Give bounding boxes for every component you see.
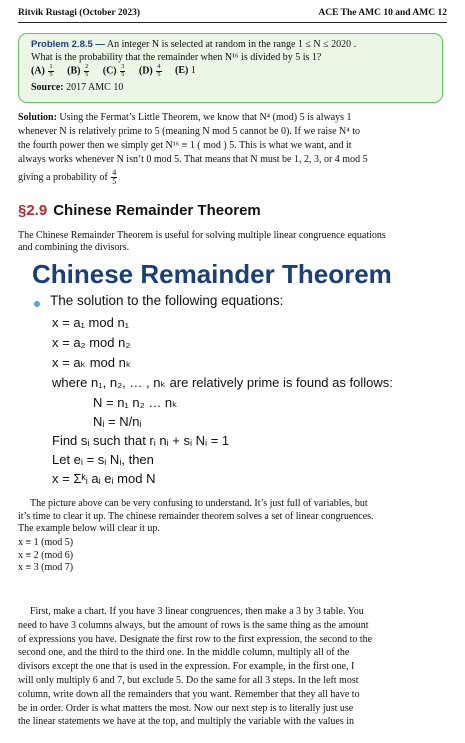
header-rule bbox=[18, 22, 447, 23]
slide-bullet-text: The solution to the following equations: bbox=[50, 293, 284, 308]
intro-paragraph bbox=[18, 229, 447, 255]
slide-n-definition: N = n₁ n₂ … nₖ bbox=[93, 395, 178, 410]
bullet-icon bbox=[34, 301, 40, 307]
problem-statement: An integer N is selected at random in the range 1 ≤ N ≤ 2020 . bbox=[106, 39, 357, 50]
problem-line-1 bbox=[31, 39, 356, 51]
body-line: The picture above can be very confusing to understand. It’s just full of variables, but bbox=[30, 498, 368, 509]
header-book-title: ACE The AMC 10 and AMC 12 bbox=[318, 8, 447, 18]
section-heading bbox=[18, 202, 261, 219]
problem-box bbox=[18, 33, 443, 103]
slide-where-line: where n₁, n₂, … , nₖ are relatively prime is found as follows: bbox=[52, 375, 393, 390]
solution-line: the fourth power then we simply get N¹⁶ ≡ 1 ( mod ) 5. This is what we want, and it bbox=[18, 140, 352, 151]
explanation-paragraph bbox=[18, 498, 447, 536]
solution-line: giving a probability of bbox=[18, 171, 108, 183]
solution-line: Using the Fermat’s Little Theorem, we know that N⁴ (mod) 5 is always 1 bbox=[59, 112, 352, 123]
solution-line: whenever N is relatively prime to 5 (meaning N mod 5 cannot be 0). If we raise N⁴ to bbox=[18, 126, 360, 137]
body-line: need to have 3 columns always, but the amount of rows is the same thing as the amount bbox=[18, 619, 369, 631]
answer-choices bbox=[31, 64, 206, 78]
intro-line: and combining the divisors. bbox=[18, 242, 130, 253]
section-title: Chinese Remainder Theorem bbox=[53, 202, 261, 219]
source-value: 2017 AMC 10 bbox=[66, 82, 124, 93]
solution-label: Solution: bbox=[18, 112, 57, 123]
body-line: column, write down all the remainders that you want. Remember that they all have to bbox=[18, 688, 360, 700]
choice-c: (C) $\frac{3}{5}$ bbox=[102, 63, 125, 78]
congruence-3: x ≡ 3 (mod 7) bbox=[18, 562, 74, 573]
solution-line: always works whenever N isn’t 0 mod 5. That means that N must be 1, 2, 3, or 4 mod 5 bbox=[18, 154, 368, 165]
slide-equation-k: x = aₖ mod nₖ bbox=[52, 355, 132, 370]
problem-label: Problem 2.8.5 — bbox=[31, 39, 105, 50]
body-line: First, make a chart. If you have 3 linear congruences, then make a 3 by 3 table. You bbox=[30, 606, 364, 617]
slide-let-line: Let eᵢ = sᵢ Nᵢ, then bbox=[52, 452, 154, 467]
section-number: §2.9 bbox=[18, 202, 48, 219]
problem-source bbox=[31, 82, 123, 94]
example-congruences bbox=[18, 537, 447, 575]
source-label: Source: bbox=[31, 82, 64, 93]
congruence-1: x ≡ 1 (mod 5) bbox=[18, 537, 74, 548]
method-paragraph bbox=[18, 605, 447, 729]
running-header bbox=[18, 6, 447, 22]
slide-x-sum: x = Σᵏᵢ aᵢ eᵢ mod N bbox=[52, 471, 156, 486]
problem-line-2: What is the probability that the remainder when N¹⁶ is divided by 5 is 1? bbox=[31, 52, 322, 63]
body-line: be in order. Order is what matters the most. Now our next step is to literally just use bbox=[18, 702, 354, 714]
body-line: second one, and the third to the third one. In the middle column, multiply all of the bbox=[18, 647, 350, 659]
probability-fraction: $\frac{4}{5}$ bbox=[112, 169, 117, 186]
body-line: it’s time to clear it up. The chinese remainder theorem solves a set of linear congruences. bbox=[18, 510, 374, 522]
choice-b: (B) $\frac{2}{5}$ bbox=[67, 63, 89, 78]
solution-paragraph bbox=[18, 111, 447, 186]
intro-line: The Chinese Remainder Theorem is useful for solving multiple linear congruence equations bbox=[18, 230, 386, 241]
slide-equation-2: x = a₂ mod n₂ bbox=[52, 335, 131, 350]
slide-ni-definition: Nᵢ = N/nᵢ bbox=[93, 414, 142, 429]
body-line: The example below will clear it up. bbox=[18, 523, 160, 534]
choice-e: (E) 1 bbox=[175, 65, 196, 77]
body-line: divisors except the one that is used in the expression. For example, in the first one, I bbox=[18, 661, 355, 673]
choice-a: (A) $\frac{1}{5}$ bbox=[31, 63, 53, 78]
slide-title: Chinese Remainder Theorem bbox=[32, 259, 392, 289]
header-author: Ritvik Rustagi (October 2023) bbox=[18, 8, 140, 18]
slide-find-line: Find sᵢ such that rᵢ nᵢ + sᵢ Nᵢ = 1 bbox=[52, 433, 230, 448]
body-line: of expressions you have. Designate the first row to the first expression, the second to the bbox=[18, 633, 373, 645]
slide-equation-1: x = a₁ mod n₁ bbox=[52, 315, 130, 330]
body-line: will only multiply 6 and 7, but exclude 5. Do the same for all 3 steps. In the left most bbox=[18, 674, 359, 686]
congruence-2: x ≡ 2 (mod 6) bbox=[18, 549, 74, 561]
theorem-slide-image bbox=[18, 257, 446, 492]
body-line: the linear statements we have at the top, and multiply the variable with the values in bbox=[18, 716, 355, 728]
choice-d: (D) $\frac{4}{5}$ bbox=[138, 63, 161, 78]
